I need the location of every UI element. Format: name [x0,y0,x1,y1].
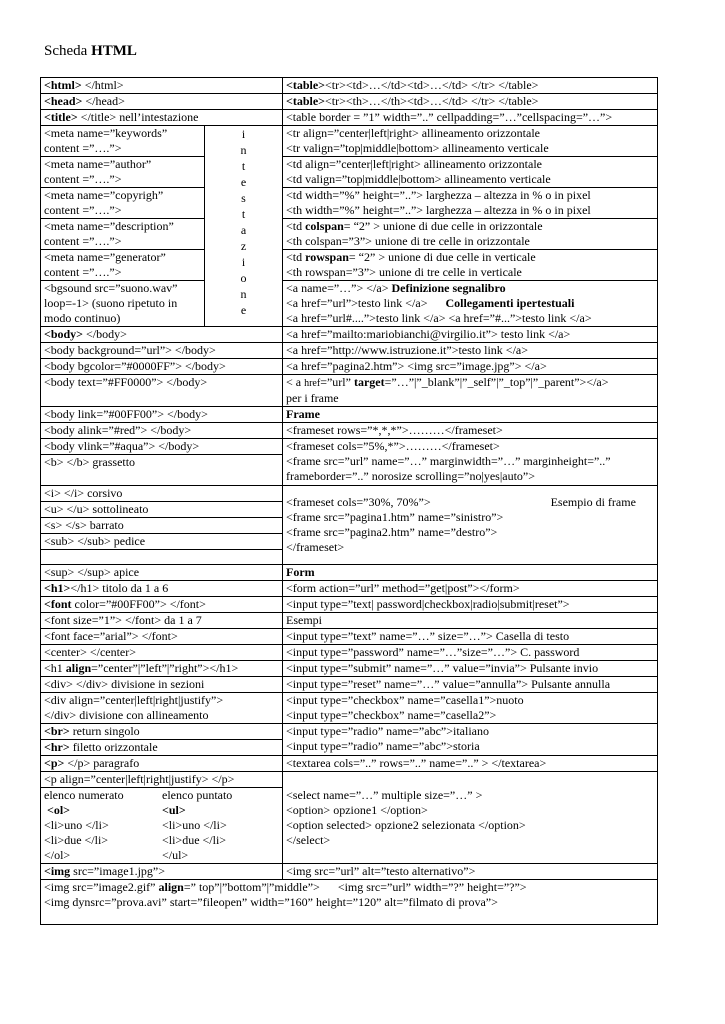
cell-font-color: <font color=”#00FF00”> </font> [41,597,283,613]
cell-body-background: <body background=”url”> </body> [41,343,283,359]
cell-radio: <input type=”radio” name=”abc”>italiano <input type=”radio” name=”abc”>storia [283,724,658,756]
cell-frame-example: <frameset cols=”30%, 70%”> Esempio di frame <frame src=”pagina1.htm” name=”sinistro”> <frame src=”pagina2.htm” name=”destro”> </frameset> [283,486,658,565]
cell-s: <s> </s> barrato [41,518,283,534]
cell-bottom-img: <img src=”image2.gif” align=” top”|”bottom”|”middle”> <img src=”url” width=”?” height=”?”> <img dynsrc=”prova.avi” start=”fileopen” width=”160” height=”120” alt=”filmato di prova”> [41,880,658,925]
cell-meta-author: <meta name=”author” content =”….”> [41,157,205,188]
table-row [41,565,658,581]
cell-title: <title> </title> nell’intestazione [41,110,283,126]
cell-target: < a href=”url” target=”…”|”_blank”|”_self”|”_top”|”_parent”></a> per i frame [283,375,658,407]
cell-select: <select name=”…” multiple size=”…” > <option> opzione1 </option> <option selected> opzione2 selezionata </option> </select> [283,772,658,864]
cell-frame-heading: Frame [283,407,658,423]
cell-form-action: <form action=”url” method=”get|post”></form> [283,581,658,597]
cell-tr-align: <tr align=”center|left|right> allineamento orizzontale <tr valign=”top|middle|bottom> allineamento verticale [283,126,658,157]
cell-body-vlink: <body vlink=”#aqua”> </body> [41,439,283,455]
cell-empty [41,550,283,565]
table-row [41,756,658,772]
bullet-list-example: elenco puntato <ul> <li>uno </li> <li>due </li> </ul> [162,788,233,862]
page-title: Scheda HTML [44,43,137,59]
cell-sub: <sub> </sub> pedice [41,534,283,550]
cell-rowspan: <td rowspan= “2” > unione di due celle in verticale <th rowspan=”3”> unione di tre celle in verticale [283,250,658,281]
cell-checkbox: <input type=”checkbox” name=”casella1”>nuoto <input type=”checkbox” name=”casella2”> [283,693,658,724]
cell-div: <div> </div> divisione in sezioni [41,677,283,693]
cell-meta-copyright: <meta name=”copyrigh” content =”….”> [41,188,205,219]
table-row [41,281,658,327]
cell-p-align: <p align=”center|left|right|justify> </p> [41,772,283,788]
cell-table2: <table><tr><th>…</th><td>…</td> </tr> </table> [283,94,658,110]
table-row [41,597,658,613]
cell-input-password: <input type=”password” name=”…”size=”…”> C. password [283,645,658,661]
cell-center: <center> </center> [41,645,283,661]
cell-input-submit: <input type=”submit” name=”…” value=”invia”> Pulsante invio [283,661,658,677]
table-row [41,359,658,375]
cell-meta-description: <meta name=”description” content =”….”> [41,219,205,250]
cell-table1: <table><tr><td>…</td><td>…</td> </tr> </table> [283,78,658,94]
cell-img-alt: <img src=”url” alt=”testo alternativo”> [283,864,658,880]
table-row [41,126,658,157]
cell-font-face: <font face=”arial”> </font> [41,629,283,645]
cell-pagina2: <a href=”pagina2.htm”> <img src=”image.jpg”> </a> [283,359,658,375]
cell-body-alink: <body alink=”#red”> </body> [41,423,283,439]
table-row [41,423,658,439]
cell-sup: <sup> </sup> apice [41,565,283,581]
cell-frameset-cols-and-frame: <frameset cols=”5%,*”>………</frameset> <frame src=”url” name=”…” marginwidth=”…” marginheight=”..” frameborder=”..” norosize scrolling=”no|yes|auto”> [283,439,658,486]
cell-u: <u> </u> sottolineato [41,502,283,518]
cell-form-heading: Form [283,565,658,581]
html-reference-table [40,77,658,925]
cell-html: <html> </html> [41,78,283,94]
cell-table-border: <table border = ”1” width=”..” cellpadding=”…”cellspacing=”…”> [283,110,658,126]
table-row [41,110,658,126]
cell-td-width: <td width=”%” height=”..”> larghezza – altezza in % o in pixel <th width=”%” height=”..”> larghezza – altezza in % o in pixel [283,188,658,219]
table-row [41,880,658,925]
table-row [41,250,658,281]
cell-input-reset: <input type=”reset” name=”…” value=”annulla”> Pulsante annulla [283,677,658,693]
table-row [41,581,658,597]
cell-anchors: <a name=”…”> </a> Definizione segnalibro <a href=”url”>testo link </a> Collegamenti ipertestuali <a href=”url#....”>testo link </a> <a href=”#...”>testo link </a> [283,281,658,327]
cell-body-text: <body text=”#FF0000”> </body> [41,375,283,407]
cell-bgsound: <bgsound src=”suono.wav” loop=-1> (suono ripetuto in modo continuo) [41,281,205,327]
cell-frameset-rows: <frameset rows=”*,*,*”>………</frameset> [283,423,658,439]
cell-td-align: <td align=”center|left|right> allineamento orizzontale <td valign=”top|middle|bottom> allineamento verticale [283,157,658,188]
cell-meta-generator: <meta name=”generator” content =”….”> [41,250,205,281]
table-row [41,343,658,359]
cell-esempi: Esempi [283,613,658,629]
cell-p: <p> </p> paragrafo [41,756,283,772]
cell-div-align: <div align=”center|left|right|justify”> </div> divisione con allineamento [41,693,283,724]
cell-i: <i> </i> corsivo [41,486,283,502]
numbered-list-example: elenco numerato <ol> <li>uno </li> <li>due </li> </ol> [44,788,124,862]
cell-input-text: <input type=”text” name=”…” size=”…”> Casella di testo [283,629,658,645]
cell-body-bgcolor: <body bgcolor=”#0000FF”> </body> [41,359,283,375]
table-row [41,772,658,788]
table-row [41,188,658,219]
table-row [41,78,658,94]
table-row [41,486,658,502]
table-row [41,439,658,455]
table-row [41,864,658,880]
cell-meta-keywords: <meta name=”keywords” content =”….”> [41,126,205,157]
table-row [41,613,658,629]
table-row [41,724,658,740]
intestazione-vertical-label: i n t e s t a z i o n e [205,126,283,327]
table-row [41,645,658,661]
cell-b: <b> </b> grassetto [41,455,283,486]
cell-head: <head> </head> [41,94,283,110]
cell-img: <img src=”image1.jpg”> [41,864,283,880]
table-row [41,693,658,724]
table-row [41,629,658,645]
cell-h1: <h1></h1> titolo da 1 a 6 [41,581,283,597]
cell-input-type: <input type=”text| password|checkbox|radio|submit|reset”> [283,597,658,613]
cell-mailto: <a href=”mailto:mariobianchi@virgilio.it”> testo link </a> [283,327,658,343]
cell-lists [41,788,283,864]
table-row [41,375,658,407]
cell-body-link: <body link=”#00FF00”> </body> [41,407,283,423]
cell-br: <br> return singolo [41,724,283,740]
cell-hr: <hr> filetto orizzontale [41,740,283,756]
table-row [41,327,658,343]
cell-font-size: <font size=”1”> </font> da 1 a 7 [41,613,283,629]
table-row [41,157,658,188]
cell-body: <body> </body> [41,327,283,343]
table-row [41,677,658,693]
cell-textarea: <textarea cols=”..” rows=”..” name=”..” > </textarea> [283,756,658,772]
table-row [41,661,658,677]
cell-colspan: <td colspan= “2” > unione di due celle in orizzontale <th colspan=”3”> unione di tre celle in orizzontale [283,219,658,250]
cell-istruzione: <a href=”http://www.istruzione.it”>testo link </a> [283,343,658,359]
table-row [41,219,658,250]
table-row [41,407,658,423]
cell-h1-align: <h1 align=”center”|”left”|”right”></h1> [41,661,283,677]
table-row [41,94,658,110]
